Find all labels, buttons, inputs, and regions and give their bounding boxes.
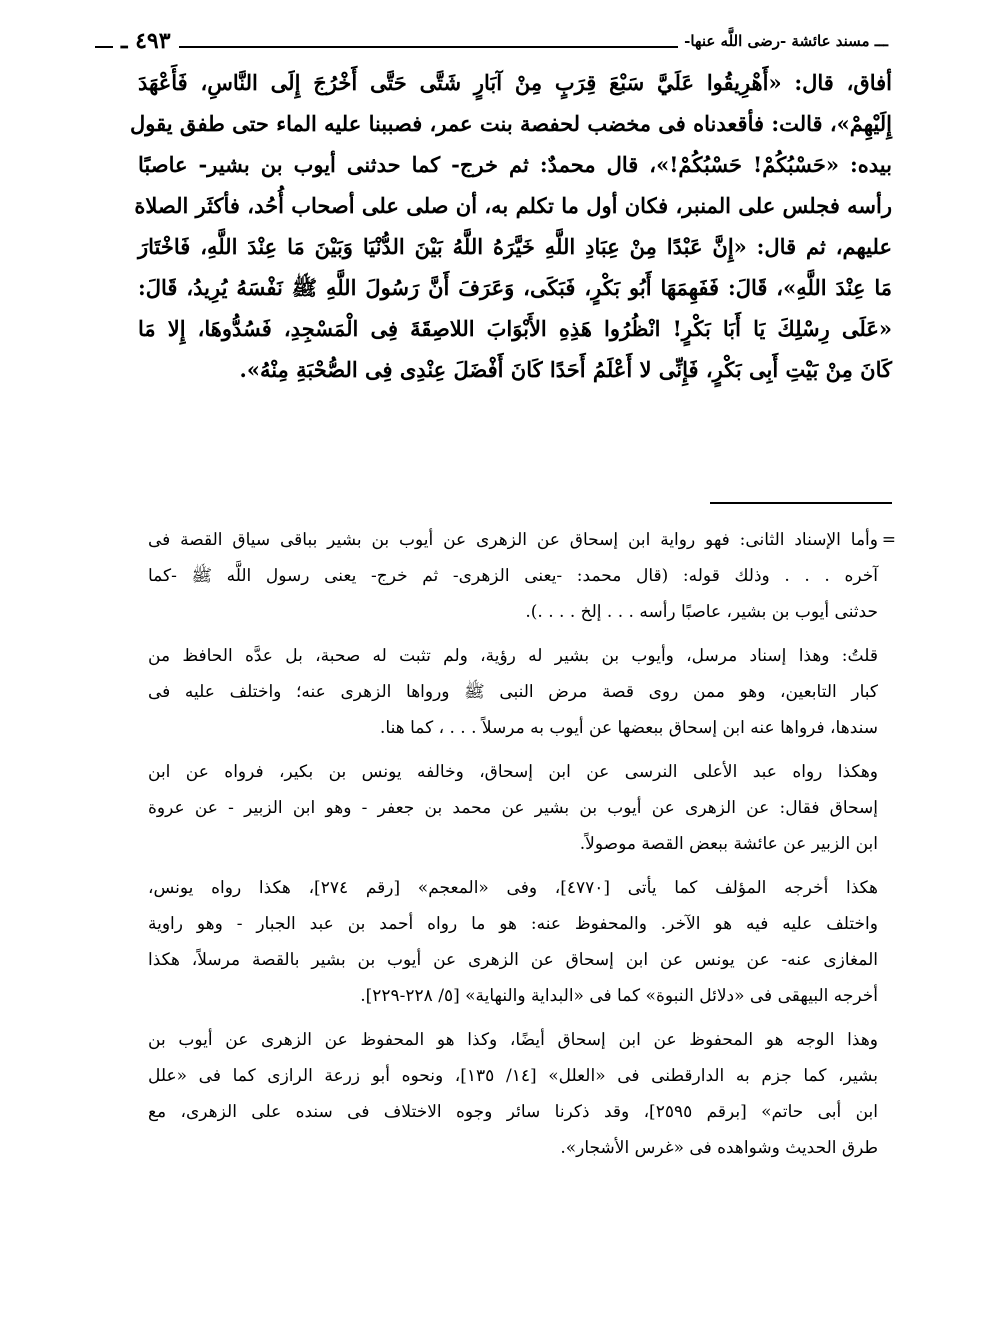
continuation-marker: = — [881, 530, 896, 550]
running-title: ـــ مسند عائشة -رضى اللَّه عنها- — [678, 32, 892, 50]
footnote-line: وهكذا رواه عبد الأعلى النرسى عن ابن إسحاق، وخالفه يونس بن بكير، فرواه عن ابن — [148, 762, 878, 782]
footnote-line: ابن أبى حاتم» [برقم ٢٥٩٥]، وقد ذكرنا سائر وجوه الاختلاف فى سنده على الزهرى، مع — [148, 1102, 878, 1122]
footnote-paragraph — [148, 1022, 878, 1166]
page-header — [95, 30, 892, 60]
text-line: مَا عِنْدَ اللَّهِ»، قَالَ: فَفَهِمَهَا أَبُو بَكْرٍ، فَبَكَى، وَعَرَفَ أَنَّ رَسُولَ اللَّهِ ﷺ نَفْسَهُ يُرِيدُ، قَالَ: — [138, 275, 892, 300]
footnote-paragraph — [148, 522, 878, 630]
text-line: رأسه فجلس على المنبر، فكان أول ما تكلم به، أن صلى على أصحاب أُحُد، فأكثَر الصلاة — [134, 193, 892, 218]
footnote-line: سندها، فرواها عنه ابن إسحاق ببعضها عن أيوب به مرسلاً . . . ، كما هنا. — [379, 718, 878, 738]
text-line: أفاق، قال: «أَهْرِيقُوا عَلَيَّ سَبْعَ قِرَبٍ مِنْ آبَارٍ شَتَّى حَتَّى أَخْرُجَ إِلَى النَّاسِ، فَأَعْهَدَ — [138, 70, 892, 95]
text-line: «عَلَى رِسْلِكَ يَا أَبَا بَكْرٍ! انْظُرُوا هَذِهِ الأَبْوَابَ اللاصِقَةَ فِى الْمَسْجِدِ، فَسُدُّوهَا، إِلا مَا — [138, 316, 892, 341]
footnote-line: قلتُ: وهذا إسناد مرسل، وأيوب بن بشير له رؤية، ولم تثبت له صحبة، بل عدَّه الحافظ من — [148, 646, 878, 666]
footnote-line: آخره . . . وذلك قوله: (قال محمد: -يعنى الزهرى- ثم خرج- يعنى رسول اللَّه ﷺ -كما — [148, 566, 878, 586]
footnote-paragraph — [148, 870, 878, 1014]
footnote-divider — [710, 502, 892, 504]
footnote-line: وأما الإسناد الثانى: فهو رواية ابن إسحاق عن الزهرى عن أيوب بن بشير بباقى سياق القصة فى — [148, 530, 878, 550]
footnote-line: حدثنى أيوب بن بشير، عاصبًا رأسه . . . إلخ . . . .). — [525, 602, 878, 622]
footnote-line: أخرجه البيهقى فى «دلائل النبوة» كما فى «البداية والنهاية» [٥/ ٢٢٨-٢٢٩]. — [360, 986, 878, 1006]
footnote-line: طرق الحديث وشواهده فى «غرس الأشجار». — [560, 1138, 878, 1158]
main-text — [130, 62, 892, 390]
footnote-line: ابن الزبير عن عائشة ببعض القصة موصولاً. — [579, 834, 878, 854]
footnote-line: هكذا أخرجه المؤلف كما يأتى [٤٧٧٠]، وفى «المعجم» [رقم ٢٧٤]، هكذا رواه يونس، — [148, 878, 879, 898]
footnote-line: بشير، كما جزم به الدارقطنى فى «العلل» [١٤/ ١٣٥]، ونحوه أبو زرعة الرازى كما فى «علل — [148, 1066, 878, 1086]
page-number: ٤٩٣ ـ — [113, 28, 179, 54]
footnote-line: كبار التابعين، وهو ممن روى قصة مرض النبى ﷺ ورواها الزهرى عنه؛ واختلف عليه فى — [148, 682, 878, 702]
footnotes — [148, 522, 896, 1174]
footnote-line: وهذا الوجه هو المحفوظ عن ابن إسحاق أيضًا، وكذا هو المحفوظ عن الزهرى عن أيوب بن — [148, 1030, 878, 1050]
footnote-line: إسحاق فقال: عن الزهرى عن أيوب بن بشير عن محمد بن جعفر - وهو ابن الزبير - عن عروة — [148, 798, 878, 818]
text-line: إِلَيْهِمْ»، قالت: فأقعدناه فى مخضب لحفصة بنت عمر، فصببنا عليه الماء حتى طفق يقول — [130, 111, 892, 136]
footnote-line: واختلف عليه فيه هو الآخر. والمحفوظ عنه: هو ما رواه أحمد بن عبد الجبار - وهو راوية — [148, 914, 878, 934]
footnote-paragraph — [148, 754, 878, 862]
text-line: كَانَ مِنْ بَيْتِ أَبِى بَكْرٍ، فَإِنِّى لا أَعْلَمُ أَحَدًا كَانَ أَفْضَلَ عِنْدِى فِى الصُّحْبَةِ مِنْهُ». — [239, 357, 892, 382]
footnote-line: المغازى عنه- عن يونس عن ابن إسحاق عن الزهرى عن أيوب بن بشير بالقصة مرسلاً، هكذا — [148, 950, 878, 970]
text-line: عليهم، ثم قال: «إِنَّ عَبْدًا مِنْ عِبَادِ اللَّهِ خَيَّرَهُ اللَّهُ بَيْنَ الدُّنْيَا وَبَيْنَ مَا عِنْدَ اللَّهِ، فَاخْتَارَ — [138, 234, 892, 259]
text-line: بيده: «حَسْبُكُمْ! حَسْبُكُمْ!»، قال محمدٌ: ثم خرج- كما حدثنى أيوب بن بشير- عاصبًا — [138, 152, 892, 177]
footnote-paragraph — [148, 638, 878, 746]
